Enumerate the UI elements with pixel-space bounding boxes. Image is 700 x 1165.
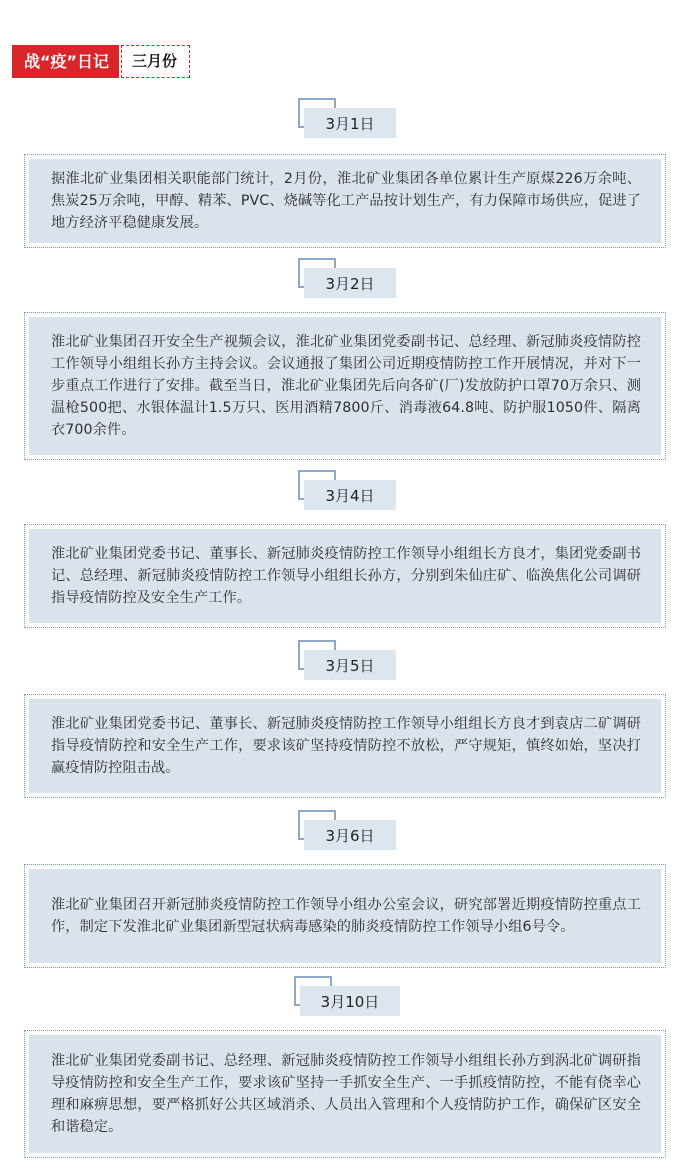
date-label: 3月6日	[304, 820, 396, 850]
entry-box-4	[24, 694, 666, 798]
entry-text: 据淮北矿业集团相关职能部门统计，2月份，淮北矿业集团各单位累计生产原煤226万余吨、焦炭25万余吨，甲醇、精苯、PVC、烧碱等化工产品按计划生产，有力保障市场供应，促进了地方经济平稳健康发展。	[51, 171, 641, 231]
entry-box-5	[24, 864, 666, 968]
entry-text: 淮北矿业集团召开新冠肺炎疫情防控工作领导小组办公室会议，研究部署近期疫情防控重点工作，制定下发淮北矿业集团新型冠状病毒感染的肺炎疫情防控工作领导小组6号令。	[51, 897, 641, 935]
entry-text: 淮北矿业集团党委书记、董事长、新冠肺炎疫情防控工作领导小组组长方良才，集团党委副书记、总经理、新冠肺炎疫情防控工作领导小组组长孙方，分别到朱仙庄矿、临涣焦化公司调研指导疫情防控及安全生产工作。	[51, 546, 641, 606]
date-label: 3月1日	[304, 108, 396, 138]
date-label: 3月10日	[300, 986, 400, 1016]
entry-box-6	[24, 1030, 666, 1158]
entry-box-3	[24, 524, 666, 628]
entry-text: 淮北矿业集团党委副书记、总经理、新冠肺炎疫情防控工作领导小组组长孙方到涡北矿调研指导疫情防控和安全生产工作，要求该矿坚持一手抓安全生产、一手抓疫情防控，不能有侥幸心理和麻痹思想，要严格抓好公共区域消杀、人员出入管理和个人疫情防护工作，确保矿区安全和谐稳定。	[51, 1053, 641, 1135]
month-label: 三月份	[121, 45, 190, 78]
entry-text: 淮北矿业集团召开安全生产视频会议，淮北矿业集团党委副书记、总经理、新冠肺炎疫情防控工作领导小组组长孙方主持会议。会议通报了集团公司近期疫情防控工作开展情况，并对下一步重点工作进行了安排。截至当日，淮北矿业集团先后向各矿(厂)发放防护口罩70万余只、测温枪500把、水银体温计1.5万只、医用酒精7800斤、消毒液64.8吨、防护服1050件、隔离衣700余件。	[51, 334, 641, 438]
campaign-label: 战“疫”日记	[12, 45, 119, 78]
entry-box-2	[24, 312, 666, 460]
entry-text: 淮北矿业集团党委书记、董事长、新冠肺炎疫情防控工作领导小组组长方良才到袁店二矿调研指导疫情防控和安全生产工作，要求该矿坚持疫情防控不放松，严守规矩，慎终如始，坚决打赢疫情防控阻击战。	[51, 716, 641, 776]
date-label: 3月5日	[304, 650, 396, 680]
date-label: 3月4日	[304, 480, 396, 510]
date-label: 3月2日	[304, 268, 396, 298]
section-header	[12, 45, 190, 78]
entry-box-1	[24, 154, 666, 248]
